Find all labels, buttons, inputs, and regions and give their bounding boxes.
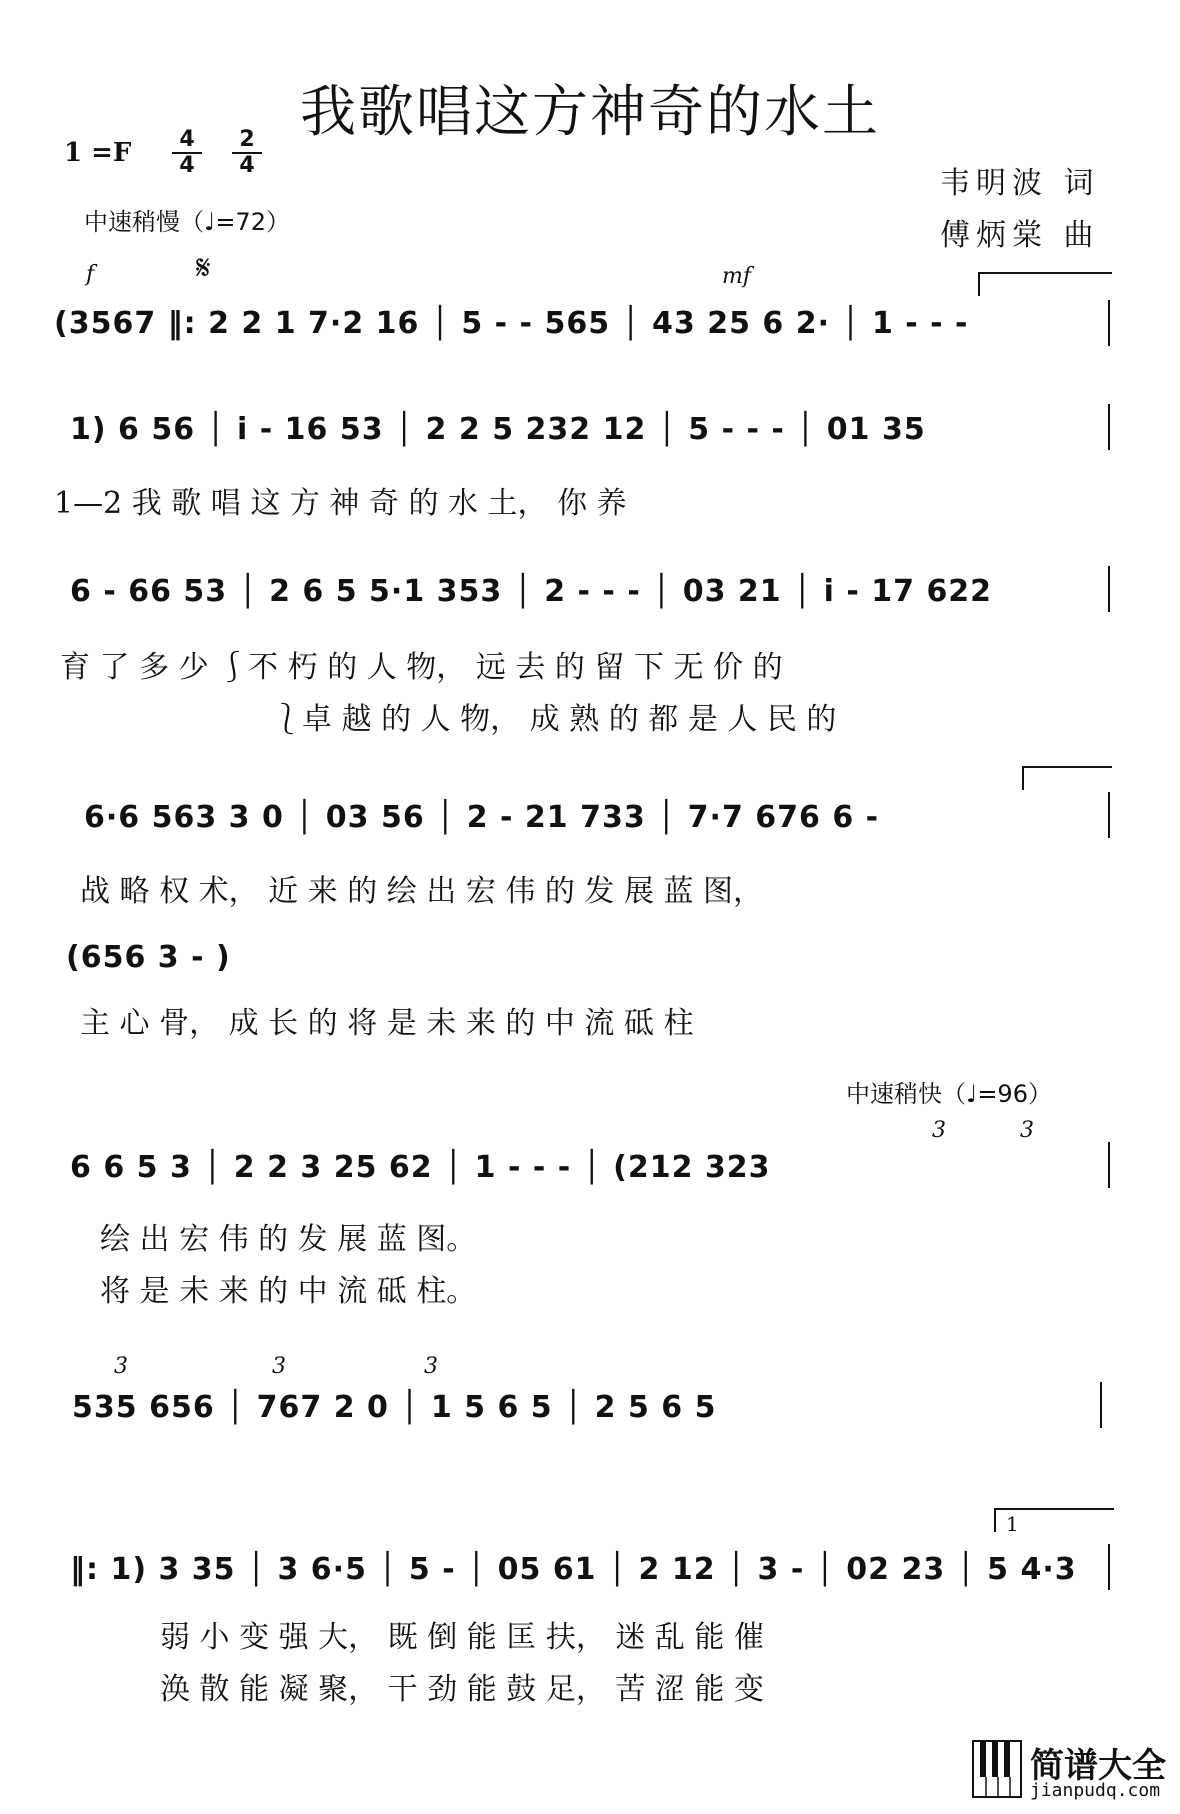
piano-keys-icon	[972, 1740, 1022, 1798]
lyric-row-7-verse-1: 弱 小 变 强 大， 既 倒 能 匡 扶， 迷 乱 能 催	[160, 1620, 764, 1655]
volta-bracket-end	[994, 1508, 996, 1532]
barline	[1108, 1142, 1110, 1188]
triplet-mark: 3	[272, 1354, 286, 1379]
notation-row-7: ‖: 1) 3 35 │ 3 6·5 │ 5 - │ 05 61 │ 2 12 │ 3 - │ 02 23 │ 5 4·3	[70, 1552, 1077, 1587]
lyric-row-4-verse-1: 战 略 权 术， 近 来 的 绘 出 宏 伟 的 发 展 蓝 图，	[80, 874, 764, 909]
triplet-mark: 3	[932, 1118, 946, 1143]
meter-numerator: 2	[232, 128, 262, 154]
volta-bracket	[978, 272, 1112, 274]
triplet-mark: 3	[424, 1354, 438, 1379]
segno-icon: 𝄋	[196, 248, 211, 288]
volta-bracket	[1022, 766, 1112, 768]
time-signature-2-4	[232, 128, 262, 178]
lyric-row-3-verse-2: ⎱卓 越 的 人 物， 成 熟 的 都 是 人 民 的	[272, 702, 837, 737]
barline	[1108, 404, 1110, 450]
meter-denominator: 4	[239, 153, 255, 178]
barline	[1108, 792, 1110, 838]
lyric-row-2: 1—2 我 歌 唱 这 方 神 奇 的 水 土， 你 养	[54, 486, 627, 521]
tempo-marking: 中速稍慢（♩=72）	[84, 208, 290, 236]
tempo-marking-2: 中速稍快（♩=96）	[846, 1080, 1052, 1108]
lyric-row-4-verse-2: 主 心 骨， 成 长 的 将 是 未 来 的 中 流 砥 柱	[80, 1006, 694, 1041]
notation-row-2: 1) 6 56 │ i - 16 53 │ 2 2 5 232 12 │ 5 - - - │ 01 35	[70, 412, 926, 447]
brand-name: 简谱大全	[1030, 1746, 1166, 1786]
notation-row-3: 6 - 66 53 │ 2 6 5 5·1 353 │ 2 - - - │ 03 21 │ i - 17 622	[70, 574, 993, 609]
lyric-row-7-verse-2: 涣 散 能 凝 聚， 干 劲 能 鼓 足， 苦 涩 能 变	[160, 1672, 764, 1707]
meter-numerator: 4	[172, 128, 202, 154]
site-logo	[972, 1738, 1172, 1808]
brand-url: jianpudq.com	[1030, 1780, 1161, 1801]
lyric-row-3-verse-1: 育 了 多 少 ⎰不 朽 的 人 物， 远 去 的 留 下 无 价 的	[60, 650, 783, 685]
song-title: 我歌唱这方神奇的水土	[300, 80, 880, 145]
volta-bracket	[994, 1508, 1114, 1510]
barline	[1100, 1382, 1102, 1428]
lyricist-credit: 韦明波 词	[940, 166, 1100, 201]
barline	[1108, 1544, 1110, 1590]
notation-row-6: 535 656 │ 767 2 0 │ 1 5 6 5 │ 2 5 6 5	[72, 1390, 717, 1425]
notation-row-5: 6 6 5 3 │ 2 2 3 25 62 │ 1 - - - │ (212 323	[70, 1150, 771, 1185]
notation-row-1: (3567 ‖: 2 2 1 7·2 16 │ 5 - - 565 │ 43 25 6 2· │ 1 - - -	[54, 306, 969, 341]
volta-bracket-end	[978, 272, 980, 296]
barline	[1108, 566, 1110, 612]
composer-credit: 傅炳棠 曲	[940, 218, 1100, 253]
lyric-row-5-verse-2: 将 是 未 来 的 中 流 砥 柱。	[100, 1274, 477, 1309]
triplet-mark: 3	[114, 1354, 128, 1379]
barline	[1108, 300, 1110, 346]
forte-mark: f	[86, 262, 95, 287]
key-signature: 1 =F	[64, 138, 132, 168]
volta-bracket-end	[1022, 766, 1024, 790]
lyric-row-5-verse-1: 绘 出 宏 伟 的 发 展 蓝 图。	[100, 1222, 477, 1257]
mezzo-forte-mark: mf	[722, 264, 752, 289]
triplet-mark: 3	[1020, 1118, 1034, 1143]
meter-denominator: 4	[179, 153, 195, 178]
notation-row-4: 6·6 563 3 0 │ 03 56 │ 2 - 21 733 │ 7·7 676 6 -	[84, 800, 880, 835]
notation-row-4-alt: (656 3 - )	[66, 940, 231, 975]
time-signature-4-4	[172, 128, 202, 178]
volta-number: 1	[1006, 1512, 1019, 1536]
